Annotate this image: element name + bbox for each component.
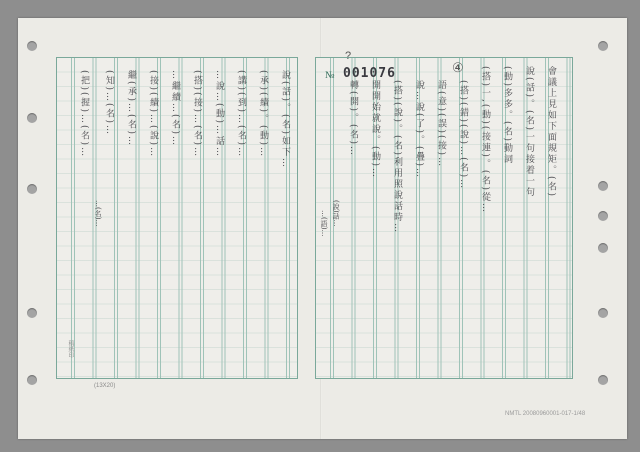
margin-annotation: …(語)…: [320, 210, 328, 237]
binding-hole: [27, 113, 37, 123]
handwritten-column: (把)(握)…(名)…: [79, 70, 89, 159]
handwritten-column: 轉(開)。(名)…: [348, 80, 358, 158]
handwritten-column: (搭)(錯)(說)…(名)…: [458, 80, 468, 191]
binding-hole: [27, 184, 37, 194]
handwritten-column: (接)(續)…(說)…: [148, 70, 158, 159]
handwritten-column: (搭)一,(動)(接連)。(名)從…: [480, 66, 490, 214]
handwritten-column: (動)多多。(名)動詞: [502, 66, 512, 166]
handwritten-column: (講)(到)…(名)…: [236, 70, 246, 159]
handwritten-column: 會議上見如下面規矩。(名): [546, 66, 556, 199]
handwritten-column: 說(話)。(名)一句接着一句: [524, 66, 534, 199]
binding-hole: [27, 41, 37, 51]
serial-number: 001076: [343, 66, 396, 81]
handwritten-column: 說…說(了)。(疊)…: [414, 80, 424, 180]
handwritten-column: (搭)(接)…(名)…: [192, 70, 202, 159]
pencil-circled-number: ④: [452, 60, 464, 75]
binding-hole: [27, 375, 37, 385]
binding-hole: [598, 211, 608, 221]
binding-hole: [27, 308, 37, 318]
pencil-question-mark: ?: [345, 50, 352, 62]
paper-format-code: (13X20): [94, 383, 116, 389]
archive-code: NMTL 20080960001-017-1/48: [505, 411, 586, 417]
handwritten-column: …繼續…(名)…: [170, 70, 180, 148]
margin-annotation: (說)話…: [332, 200, 340, 227]
handwritten-column: 語(意)(誤)(接)…: [436, 80, 446, 169]
binding-hole: [598, 308, 608, 318]
binding-hole: [598, 243, 608, 253]
margin-annotation: …(名)…: [94, 200, 102, 227]
handwritten-column: (承)(續)。(動)…: [258, 70, 268, 159]
handwritten-column: 繼(承)…(名)…: [126, 70, 136, 148]
handwritten-column: (知)…(名)…: [104, 70, 114, 137]
margin-stamp: 稿紙印: [67, 340, 73, 358]
binding-hole: [598, 375, 608, 385]
handwritten-column: 說(話)。(名)如下…: [280, 70, 290, 170]
binding-hole: [598, 41, 608, 51]
serial-prefix: №: [325, 70, 335, 81]
handwritten-column: 開開始就說。(動)…: [370, 80, 380, 180]
binding-hole: [598, 181, 608, 191]
handwritten-column: …說…(動)…話…: [214, 70, 224, 159]
handwritten-column: (搭)(說)。(名)利用照說話時…: [392, 80, 402, 235]
